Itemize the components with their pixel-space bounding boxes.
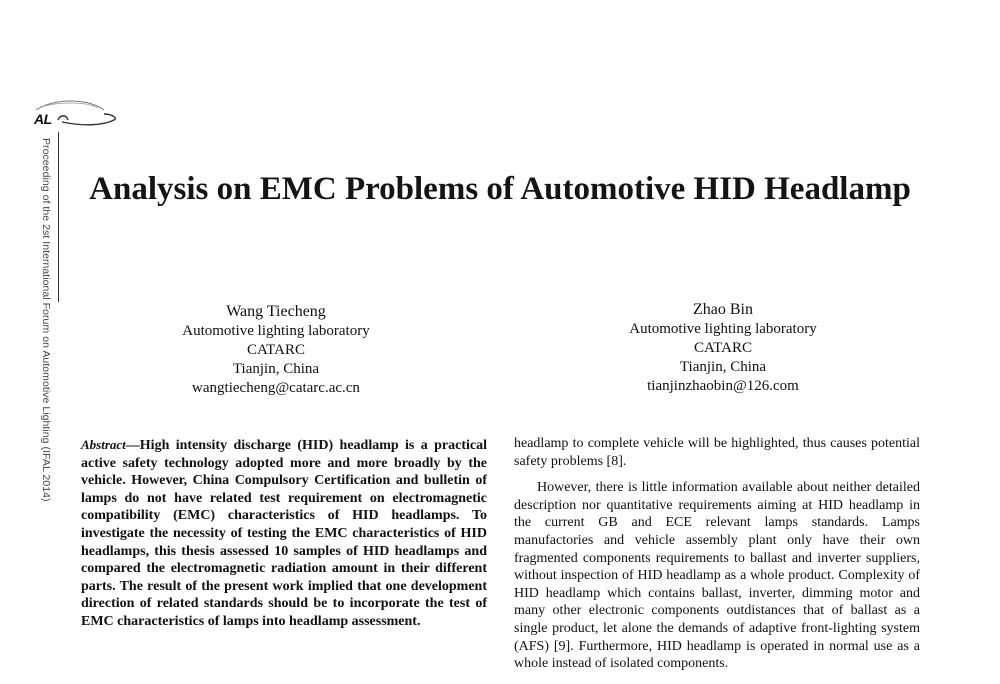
author-email: tianjinzhaobin@126.com bbox=[647, 378, 799, 394]
abstract-column bbox=[81, 436, 487, 631]
body-column-right bbox=[514, 435, 920, 673]
paper-title: Analysis on EMC Problems of Automotive HID Headlamp bbox=[89, 171, 911, 207]
author-affiliation: Automotive lighting laboratory bbox=[629, 321, 817, 337]
abstract-dash: — bbox=[125, 438, 140, 453]
author-block-2 bbox=[543, 299, 903, 396]
author-location: Tianjin, China bbox=[679, 359, 767, 375]
author-block-1 bbox=[96, 301, 456, 398]
running-head: Proceeding of the 2st International Forum on Automotive Lighting (IFAL 2014) bbox=[40, 138, 52, 502]
author-org: CATARC bbox=[247, 342, 305, 358]
author-location: Tianjin, China bbox=[232, 361, 320, 377]
margin-rule bbox=[58, 132, 59, 302]
abstract-text: High intensity discharge (HID) headlamp is a practical active safety technology adopted more and more broadly by the vehicle. However, China Compulsory Certification and bulletin of lamps do not have related test requirement on electromagnetic compatibility (EMC) characteristics of HID headlamps. To investigate the necessity of testing the EMC characteristics of HID headlamps, this thesis assessed 10 samples of HID headlamps and compared the electromagnetic radiation amount in their different parts. The result of the present work implied that one development direction of related standards should be to incorporate the test of EMC characteristics of lamps into headlamp assessment. bbox=[81, 438, 487, 629]
logo-text: AL bbox=[34, 111, 52, 127]
author-name: Zhao Bin bbox=[693, 301, 753, 318]
body-paragraph-2: However, there is little information available about neither detailed description nor quantitative requirements aiming at HID headlamp in the current GB and ECE relevant lamps standards. Lamps manufactories and vehicle assembly plant only have their own fragmented components requirements to ballast and inverter suppliers, without inspection of HID headlamp as a whole product. Complexity of HID headlamp which contains ballast, inverter, dimming motor and many other electronic components outdistances that of ballast as a single product, let alone the demands of adaptive front-lighting system (AFS) [9]. Furthermore, HID headlamp is operated in normal use as a whole instead of isolated components. bbox=[514, 480, 920, 672]
author-org: CATARC bbox=[694, 340, 752, 356]
abstract-label: Abstract bbox=[81, 437, 126, 452]
author-name: Wang Tiecheng bbox=[226, 303, 326, 320]
author-affiliation: Automotive lighting laboratory bbox=[182, 323, 370, 339]
author-email: wangtiecheng@catarc.ac.cn bbox=[192, 380, 360, 396]
body-paragraph-1: headlamp to complete vehicle will be highlighted, thus causes potential safety problems [8]. bbox=[514, 436, 920, 469]
abstract-paragraph bbox=[81, 436, 487, 631]
